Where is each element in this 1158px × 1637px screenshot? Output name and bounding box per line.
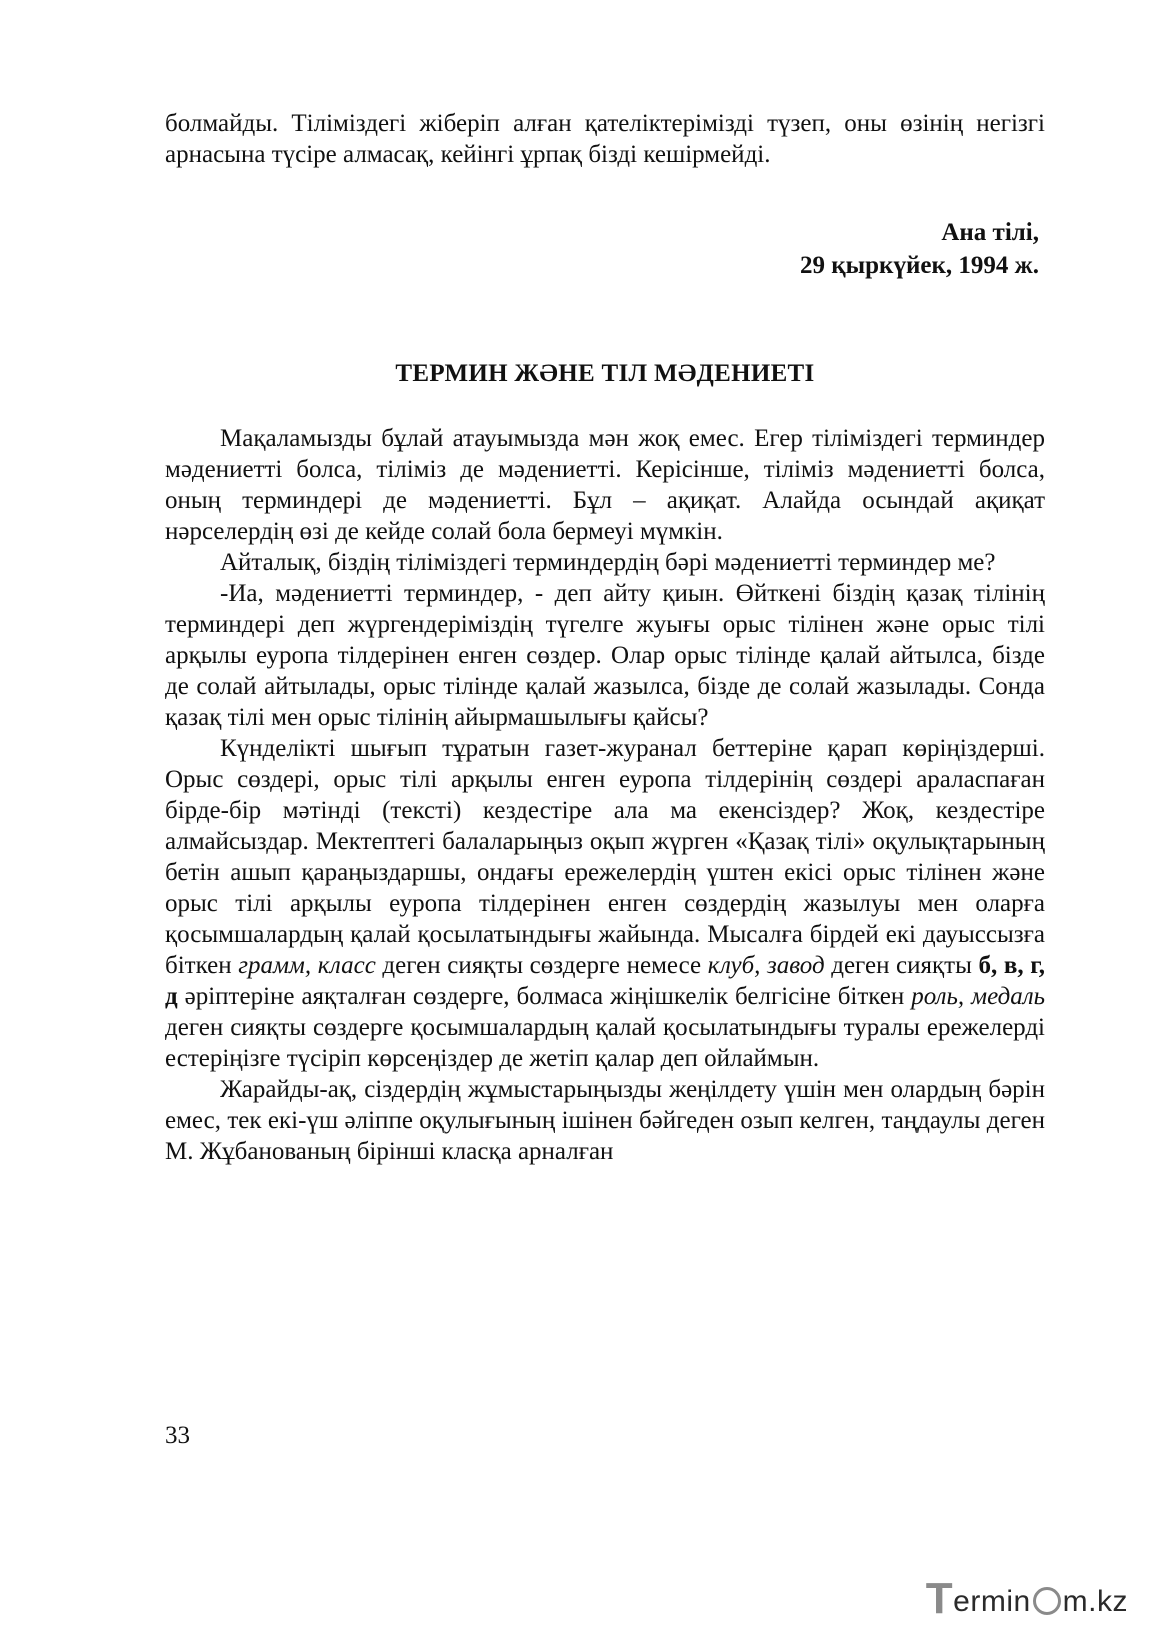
source-publication: Ана тілі, [941, 219, 1039, 246]
paragraph-4-text-1: Күнделікті шығып тұратын газет-журанал беттеріне қарап көріңіздерші. Орыс сөздері, орыс тілі арқылы енген еуропа тілдерінің сөздері араласпаған бірде-бір мәтінді (тексті) кездестіре ала ма екенсіздер? Жоқ, кездестіре алмайсыздар. Мектептегі балаларыңыз оқып жүрген «Қазақ тілі» оқулықтарының бетін ашып қараңыздаршы, ондағы ережелердің үштен екісі орыс тілінен және орыс тілі арқылы еуропа тілдерінен енген сөздердің жазылуы мен оларға қосымшалардың қалай қосылатындығы жайында. Мысалға бірдей екі дауыссызға біткен [165, 735, 1045, 979]
example-words-2: клуб, завод [707, 952, 825, 979]
opening-paragraph: болмайды. Тіліміздегі жіберіп алған қателіктерімізді түзеп, оны өзінің негізгі арнасына түсіре алмасақ, кейінгі ұрпақ бізді кешірмейді. [165, 110, 1045, 168]
paragraph-4 [165, 733, 1045, 1074]
document-page [165, 108, 1045, 1167]
source-date: 29 қыркүйек, 1994 ж. [799, 252, 1039, 279]
example-words-1: грамм, класс [238, 952, 376, 979]
paragraph-2: Айталық, біздің тіліміздегі терминдердің бәрі мәдениетті терминдер ме? [220, 549, 996, 576]
paragraph-4-text-2: деген сияқты сөздерге немесе [375, 952, 708, 979]
magnifier-icon [1033, 1587, 1061, 1615]
paragraph-4-text-3: деген сияқты [824, 952, 979, 979]
paragraph-5: Жарайды-ақ, сіздердің жұмыстарыңызды жеңілдету үшін мен олардың бәрін емес, тек екі-үш әліппе оқулығының ішінен бәйгеден озып келген, таңдаулы деген М. Жұбанованың бірінші класқа арналған [165, 1076, 1045, 1165]
article-title: ТЕРМИН ЖӘНЕ ТІЛ МӘДЕНИЕТІ [395, 360, 815, 387]
termincom-watermark-logo [925, 1574, 1128, 1623]
paragraph-3: -Иа, мәдениетті терминдер, - деп айту қиын. Өйткені біздің қазақ тілінің терминдері деп жүргендеріміздің түгелге жуығы орыс тілінен және орыс тілі арқылы еуропа тілдерінен енген сөздер. Олар орыс тілінде қалай айтылса, бізде де солай айтылады, орыс тілінде қалай жазылса, бізде де солай жазылады. Сонда қазақ тілі мен орыс тілінің айырмашылығы қайсы? [165, 580, 1045, 731]
paragraph-1: Мақаламызды бұлай атауымызда мән жоқ емес. Егер тіліміздегі терминдер мәдениетті болса, тіліміз де мәдениетті. Керісінше, тіліміз мәдениетті болса, оның терминдері де мәдениетті. Бұл – ақиқат. Алайда осындай ақиқат нәрселердің өзі де кейде солай бола бермеуі мүмкін. [165, 425, 1045, 545]
watermark-logo-t: T [925, 1574, 954, 1623]
example-words-3: роль, медаль [911, 983, 1045, 1010]
example-letters: б, в, г, д [165, 952, 1046, 1010]
paragraph-4-text-5: деген сияқты сөздерге қосымшалардың қалай қосылатындығы туралы ережелерді естеріңізге түсіріп көрсеңіздер де жетіп қалар деп ойлаймын. [165, 1014, 1045, 1072]
page-number: 33 [165, 1422, 190, 1449]
source-citation [165, 216, 1045, 282]
watermark-logo-text-start: ermin [953, 1585, 1031, 1618]
watermark-logo-text-end: m.kz [1062, 1585, 1128, 1618]
paragraph-4-text-4: әріптеріне аяқталған сөздерге, болмаса жіңішкелік белгісіне біткен [177, 983, 912, 1010]
